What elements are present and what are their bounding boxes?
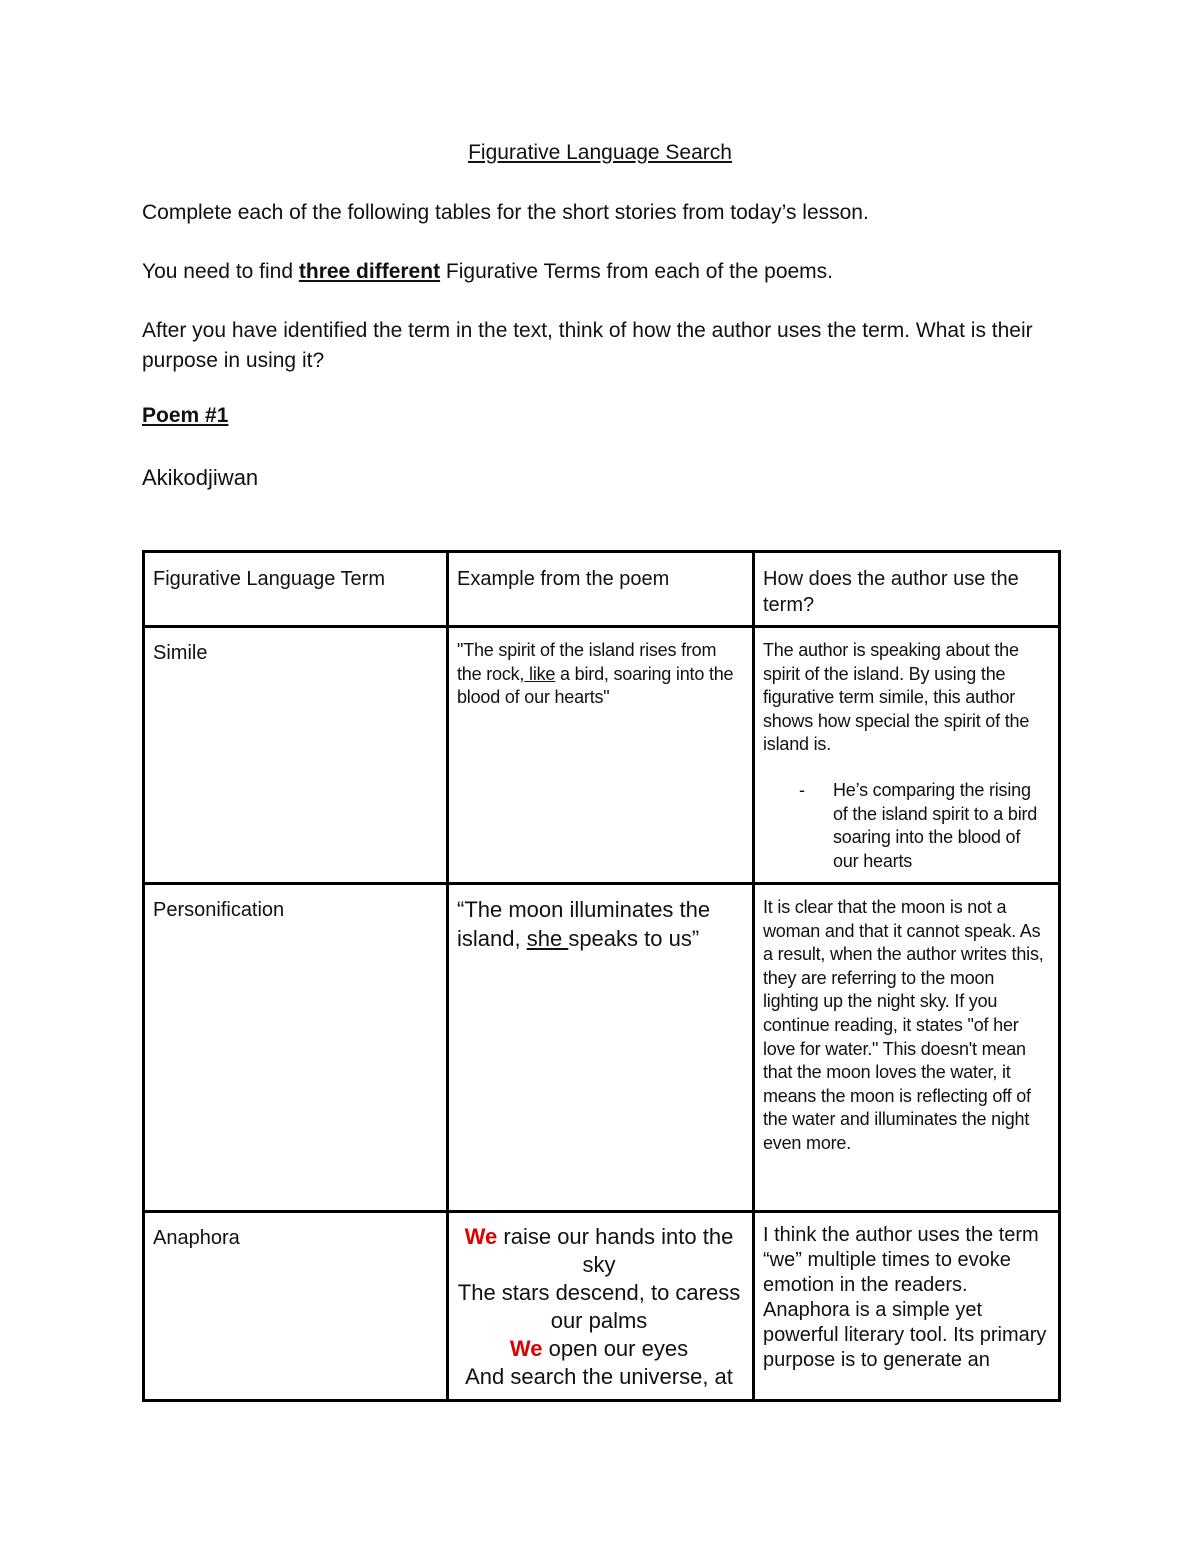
table-border-left — [142, 550, 145, 1402]
section-heading: Poem #1 — [142, 404, 229, 427]
header-usage: How does the author use the term? — [763, 568, 1019, 616]
row-3-example-line-3-text: open our eyes — [542, 1336, 689, 1361]
row-1-term: Simile — [153, 642, 208, 664]
row-3-example-line-2 — [457, 1279, 741, 1335]
anaphora-word: We — [464, 1224, 498, 1249]
row-1-usage-bullet — [763, 779, 1047, 873]
row-3-term: Anaphora — [153, 1227, 240, 1249]
row-1-example — [449, 639, 749, 710]
row-3-example-line-3 — [457, 1335, 741, 1363]
row-1-usage-text: The author is speaking about the spirit of the island. By using the figurative term simile, this author shows how special the spirit of the island is. — [763, 640, 1030, 755]
row-2-term: Personification — [153, 899, 285, 921]
anaphora-word: We — [509, 1336, 543, 1361]
table-border-right — [1058, 550, 1061, 1402]
table-border-top — [142, 550, 1061, 553]
document-title: Figurative Language Search — [468, 141, 732, 164]
row-3-example-line-1-text: raise our hands into the sky — [497, 1224, 734, 1277]
row-1-usage — [755, 639, 1055, 873]
row-2-example — [449, 896, 749, 953]
row-1-example-keyword: like — [524, 663, 556, 684]
row-1-example-end: a bird, soaring into the blood of our hearts" — [457, 663, 734, 708]
row-2-usage: It is clear that the moon is not a woman and that it cannot speak. As a result, when the author writes this, they are referring to the moon lighting up the night sky. If you continue reading, it states "of her love for water." This doesn't mean that the moon loves the water, it means the moon is reflecting off of the water and illuminates the night even more. — [763, 897, 1044, 1153]
header-example: Example from the poem — [457, 568, 670, 590]
row-3-example-line-1 — [457, 1223, 741, 1279]
instruction-line-2-end: Figurative Terms from each of the poems. — [440, 260, 834, 283]
instruction-line-1: Complete each of the following tables for the short stories from today’s lesson. — [142, 201, 869, 224]
instruction-line-3: After you have identified the term in the text, think of how the author uses the term. What is their purpose in using it? — [142, 319, 1033, 372]
poem-name: Akikodjiwan — [142, 465, 259, 490]
row-2-example-end: speaks to us” — [568, 925, 700, 951]
instruction-line-2 — [142, 257, 1042, 287]
row-3-usage: I think the author uses the term “we” multiple times to evoke emotion in the readers. Anaphora is a simple yet powerful literary tool. Its primary purpose is to generate an — [763, 1224, 1047, 1371]
row-3-example-line-4-text: And search the universe, at — [465, 1364, 733, 1389]
row-1-example-start: "The spirit of the island rises from the rock, — [457, 640, 717, 684]
row-2-example-keyword: she — [526, 925, 569, 951]
table-border-header — [142, 625, 1061, 628]
row-2-example-start: “The moon illuminates the island, — [457, 897, 711, 951]
instruction-emphasis: three different — [298, 260, 441, 283]
row-3-example — [449, 1223, 749, 1391]
row-1-usage-bullet-text: He’s comparing the rising of the island spirit to a bird soaring into the blood of our hearts — [833, 779, 1038, 871]
table-border-row-2 — [142, 1210, 1061, 1213]
row-3-example-line-4 — [457, 1363, 741, 1391]
bullet-dash: - — [799, 779, 805, 800]
row-3-example-line-2-text: The stars descend, to caress our palms — [457, 1280, 741, 1333]
instruction-line-2-start: You need to find — [142, 260, 299, 283]
header-term: Figurative Language Term — [153, 568, 385, 590]
table-border-row-1 — [142, 882, 1061, 885]
figurative-language-table — [142, 550, 1061, 1402]
table-border-bottom — [142, 1399, 1061, 1402]
